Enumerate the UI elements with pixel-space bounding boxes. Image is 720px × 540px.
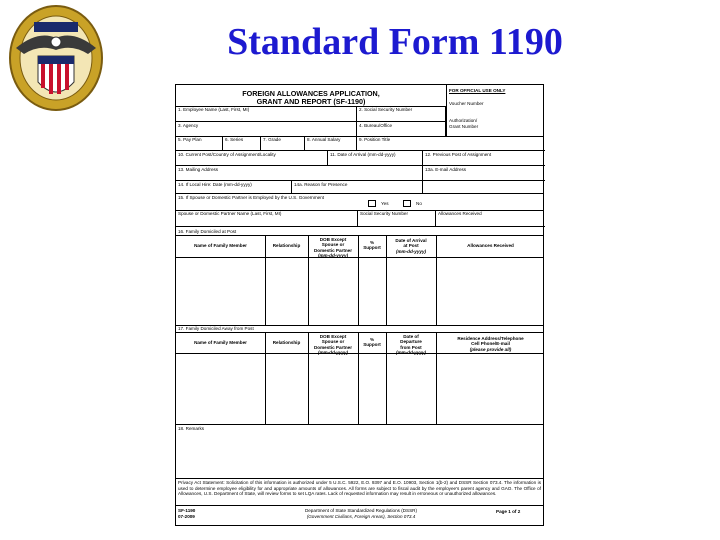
no-label: No [416,201,422,206]
section16-label: 16. Family Domiciled at Post [178,229,237,234]
footer-form-date: 07-2009 [178,514,195,519]
t17-departure-header: Date of Departure from Post (mm-dd-yyyy) [395,334,427,355]
spouse-employed-label: 15. If Spouse or Domestic Partner is Employed by the U.S. Government [178,195,325,200]
pay-plan-field[interactable]: 5. Pay Plan [176,136,223,151]
footer-page-number: Page 1 of 2 [496,509,521,514]
authorization-label-1: Authorization/ [449,118,478,123]
t16-name-header: Name of Family Member [194,243,247,248]
t17-support-header: % Support [363,337,381,348]
t16-arrival-header: Date of Arrival at Post (mm-dd-yyyy) [395,238,427,254]
agency-seal-logo [8,4,104,112]
agency-field[interactable]: 3. Agency [176,122,357,137]
sf1190-form [175,84,544,526]
privacy-act-statement: Privacy Act Statement: Solicitation of this information is authorized under 5 U.S.C. 5922, E.O. 9397 and E.O. 10903, Section 1(b-2) and DSSR Section 073.4. The information is used to determine employee eligibility for and appropriate amounts of allowances. All forms are subject to fiscal audit by the employee's parent agency and GAO. The Office of Allowances, U.S. Department of State, will review forms to set LQA rates. Lack of requested information may result in erroneous or unauthorized allowances. [178,480,541,496]
no-checkbox[interactable] [403,200,411,207]
t17-residence-header: Residence Address/Telephone Cell Phone/E-mail (please provide all) [457,336,524,352]
form-title-line2: GRANT AND REPORT (SF-1190) [256,97,366,106]
t16-relationship-header: Relationship [272,243,301,248]
t17-name-header: Name of Family Member [194,340,247,345]
authorization-label-2: Grant Number [449,124,479,129]
t16-allowances-header: Allowances Received [467,243,514,248]
annual-salary-field[interactable]: 8. Annual Salary [305,136,357,151]
t17-dob-header: DOB Except Spouse or Domestic Partner (mm-dd-yyyy) [313,334,353,355]
local-hire-date-field[interactable]: 14. If Local Hire: Date (mm-dd-yyyy) [176,181,292,194]
series-field[interactable]: 6. Series [223,136,261,151]
t17-relationship-header: Relationship [272,340,301,345]
footer-form-number: SF-1190 [178,508,196,513]
footer-regulation-1: Department of State Standardized Regulations (DSSR) [304,508,418,513]
current-post-field[interactable]: 10. Current Post/Country of Assignment/Locality [176,151,328,166]
spouse-name-field[interactable]: Spouse or Domestic Partner Name (Last, First, MI) [176,210,358,227]
t16-dob-header: DOB Except Spouse or Domestic Partner (mm-dd-yyyy) [313,237,353,258]
previous-post-field[interactable]: 12. Previous Post of Assignment [423,151,545,166]
arrival-date-field[interactable]: 11. Date of Arrival (mm-dd-yyyy) [328,151,423,166]
remarks-label: 18. Remarks [178,426,205,431]
voucher-number-label: Voucher Number [449,101,484,106]
yes-label: Yes [381,201,389,206]
yes-checkbox[interactable] [368,200,376,207]
reason-presence-field[interactable]: 14a. Reason for Presence [292,181,423,194]
spouse-ssn-field[interactable]: Social Security Number [358,210,436,227]
slide-title: Standard Form 1190 [227,21,563,63]
position-title-field[interactable]: 9. Position Title [357,136,545,151]
footer-regulation-2: (Government Civilians, Foreign Areas), Section 073.4 [306,514,416,519]
section17-label: 17. Family Domiciled Away from Post [178,326,254,331]
email-field[interactable]: 13a. E-mail Address [423,166,545,181]
form-title-line1: FOREIGN ALLOWANCES APPLICATION, [242,89,380,98]
spouse-allowances-field[interactable]: Allowances Received [436,210,545,227]
ssn-field[interactable]: 2. Social Security Number [357,106,446,122]
t16-support-header: % Support [363,240,381,251]
official-use-label: FOR OFFICIAL USE ONLY [449,88,506,93]
employee-name-field[interactable]: 1. Employee Name (Last, First, MI) [176,106,357,122]
grade-field[interactable]: 7. Grade [261,136,305,151]
mailing-address-field[interactable]: 13. Mailing Address [176,166,423,181]
bureau-field[interactable]: 4. Bureau/Office [357,122,446,137]
